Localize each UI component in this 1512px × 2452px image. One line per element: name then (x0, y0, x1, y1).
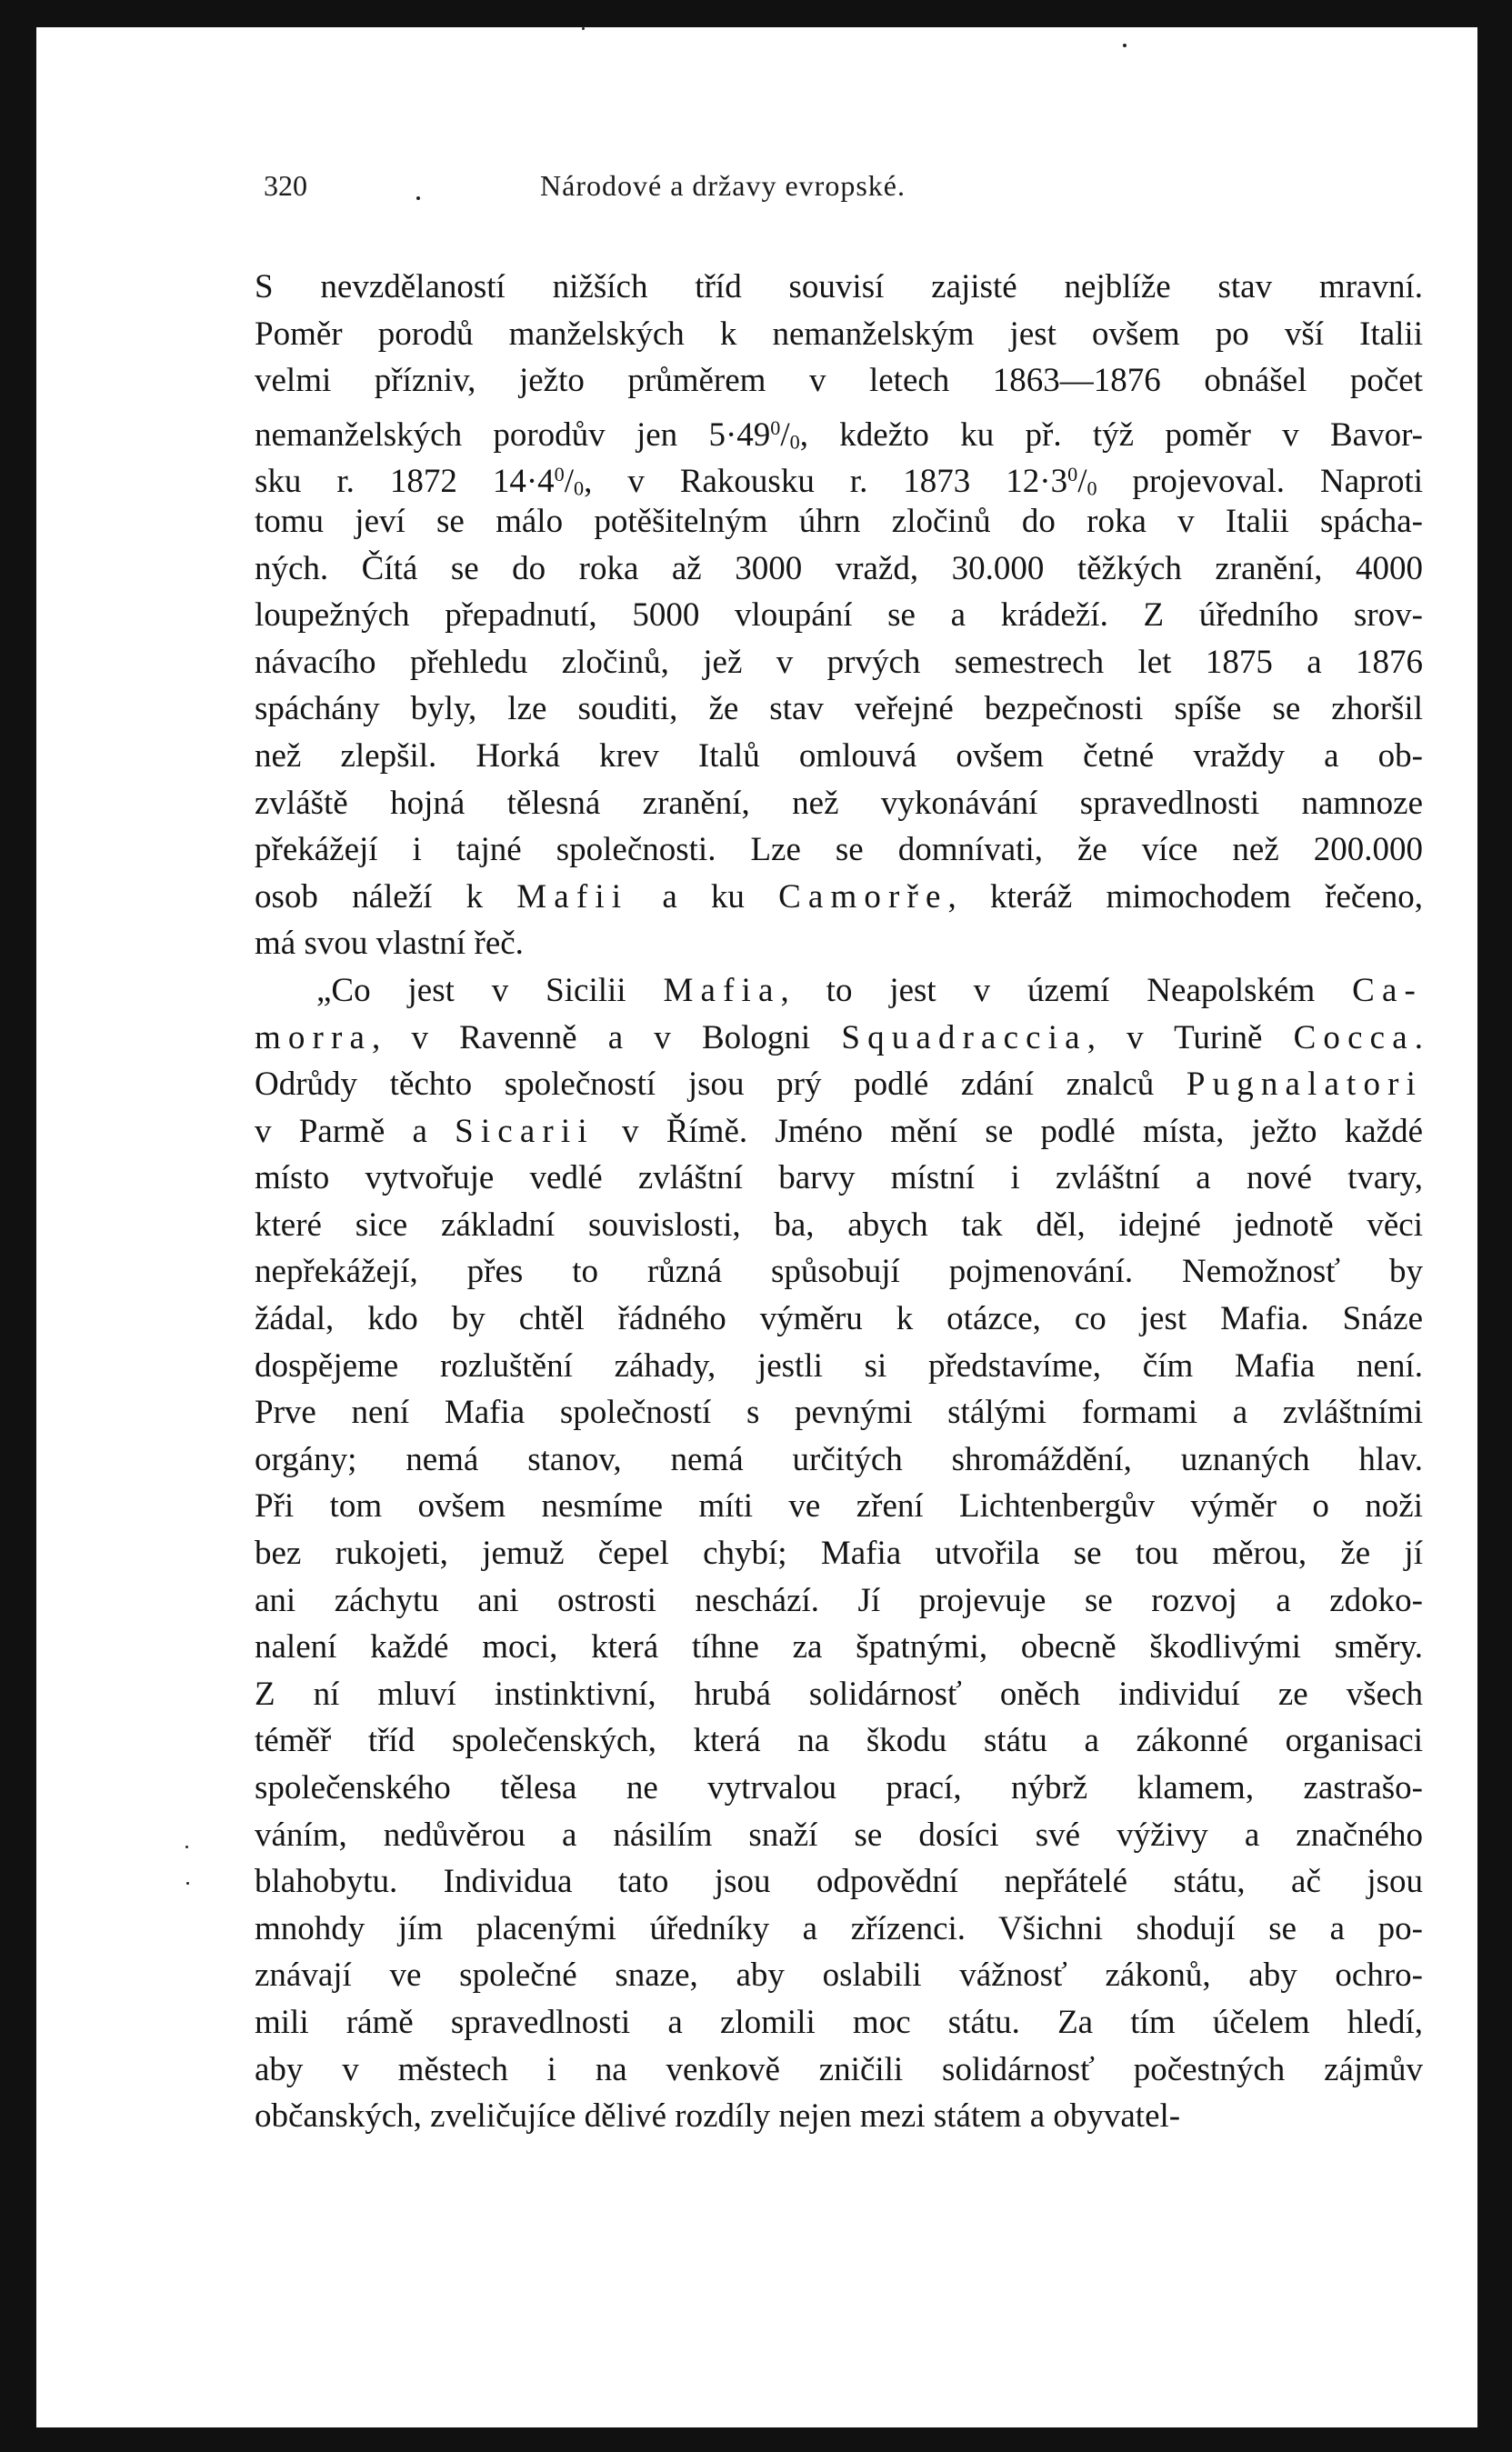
text-line (255, 733, 1423, 780)
text-run: Prve není Mafia společností s pevnými stálými formami a zvláštními (255, 1394, 1423, 1432)
text-line (255, 1999, 1423, 2047)
text-run: mili rámě spravedlnosti a zlomili moc státu. Za tím účelem hledí, (255, 2003, 1423, 2041)
text-run: . (1414, 1018, 1424, 1056)
running-title: Národové a državy evropské. (540, 169, 906, 202)
text-run: má svou vlastní řeč. (255, 925, 524, 963)
text-run: v Římě. Jméno mění se podlé místa, ježto každé (594, 1112, 1423, 1150)
spaced-name: Mafii (516, 877, 629, 916)
text-line (255, 1671, 1423, 1718)
text-run: , v Ravenně a v Bologni (372, 1018, 842, 1056)
text-line (255, 920, 1423, 967)
text-run: 0 (554, 463, 565, 486)
text-run: Odrůdy těchto společností jsou prý podlé zdání znalců (255, 1066, 1187, 1104)
text-line (255, 1248, 1423, 1296)
text-line (255, 1202, 1423, 1249)
text-line (255, 1483, 1423, 1530)
text-run: / (780, 415, 790, 454)
text-run: velmi přízniv, ježto průměrem v letech 1863—1876 obnášel počet (255, 362, 1423, 400)
spaced-name: Mafia (663, 971, 781, 1009)
text-line (255, 545, 1423, 593)
text-run: S nevzdělaností nižších tříd souvisí zajisté nejblíže stav mravní. (255, 268, 1423, 305)
spaced-name: Squadraccia (841, 1018, 1087, 1056)
text-line (255, 1343, 1423, 1390)
text-line (255, 357, 1423, 405)
text-run: nepřekážejí, přes to různá spůsobují pojmenování. Nemožnosť by (255, 1253, 1423, 1291)
text-line (255, 592, 1423, 639)
text-line (255, 967, 1423, 1015)
text-run: občanských, zveličujíce dělivé rozdíly nejen mezi státem a obyvatel- (255, 2097, 1181, 2136)
body-text (255, 264, 1423, 2140)
text-line (255, 311, 1423, 358)
text-line (255, 1296, 1423, 1343)
text-run: 0 (789, 430, 800, 454)
text-line (255, 498, 1423, 545)
text-run: žádal, kdo by chtěl řádného výměru k otázce, co jest Mafia. Snáze (255, 1300, 1423, 1338)
text-run: sku r. 1872 14·4 (255, 463, 555, 501)
text-run: , to jest v území Neapolském (780, 971, 1353, 1009)
text-run: , v Rakousku r. 1873 12·3 (584, 463, 1068, 501)
text-line (255, 451, 1424, 501)
text-line (255, 1015, 1423, 1062)
text-run: váním, nedůvěrou a násilím snaží se dosíci své výživy a značného (255, 1816, 1423, 1854)
text-run: dospějeme rozluštění záhady, jestli si představíme, čím Mafia není. (255, 1346, 1423, 1385)
text-line (255, 780, 1423, 827)
text-line (255, 1812, 1423, 1859)
text-line (255, 1906, 1423, 1953)
text-line (255, 405, 1423, 452)
text-run: „Co jest v Sicilii (316, 971, 664, 1009)
spaced-name: Ca- (1352, 971, 1423, 1009)
text-run: návacího přehledu zločinů, jež v prvých semestrech let 1875 a 1876 (255, 643, 1423, 681)
text-run: v Parmě a (255, 1112, 456, 1150)
spaced-name: Cocca (1293, 1018, 1415, 1056)
text-run: 0 (574, 476, 585, 500)
text-run: bez rukojeti, jemuž čepel chybí; Mafia utvořila se tou měrou, že jí (255, 1535, 1423, 1573)
spaced-name: Camorře (778, 877, 948, 916)
text-line (255, 1858, 1423, 1906)
text-line (255, 1389, 1423, 1436)
spaced-name: Sicarii (455, 1112, 595, 1150)
spaced-name: Pugnalatori (1186, 1066, 1423, 1104)
text-run: / (1077, 463, 1087, 501)
text-line (255, 2047, 1423, 2094)
text-run: osob náleží k (255, 877, 517, 916)
text-run: zvláště hojná tělesná zranění, než vykonávání spravedlnosti namnoze (255, 784, 1423, 822)
text-run: , v Turině (1086, 1018, 1294, 1056)
text-run: spáchány byly, lze souditi, že stav veřejné bezpečnosti spíše se zhoršil (255, 690, 1423, 728)
text-line (255, 264, 1423, 311)
text-run: společenského tělesa ne vytrvalou prací, nýbrž klamem, zastrašo- (255, 1769, 1423, 1806)
text-run: projevoval. Naproti (1096, 463, 1424, 501)
text-run: loupežných přepadnutí, 5000 vloupání se a krádeží. Z úředního srov- (255, 596, 1423, 635)
text-run: místo vytvořuje vedlé zvláštní barvy místní i zvláštní a nové tvary, (255, 1159, 1423, 1197)
text-line (255, 874, 1423, 921)
spaced-name: morra (255, 1018, 373, 1056)
page-number: 320 (264, 169, 307, 202)
page-header (264, 169, 1182, 209)
text-run: které sice základní souvislosti, ba, abych tak děl, idejné jednotě věci (255, 1206, 1423, 1244)
text-run: 0 (1067, 463, 1078, 486)
text-run: , kteráž mimochodem řečeno, (947, 877, 1423, 916)
text-line (255, 2093, 1423, 2140)
text-run: znávají ve společné snaze, aby oslabili vážnosť zákonů, aby ochro- (255, 1957, 1423, 1995)
text-run: aby v městech i na venkově zničili solidárnosť počestných zájmův (255, 2050, 1423, 2088)
text-run: ných. Čítá se do roka až 3000 vražd, 30.000 těžkých zranění, 4000 (255, 549, 1423, 587)
text-line (255, 1108, 1423, 1156)
text-run: ani záchytu ani ostrosti neschází. Jí projevuje se rozvoj a zdoko- (255, 1581, 1423, 1619)
text-line (255, 1765, 1423, 1812)
text-run: překážejí i tajné společnosti. Lze se domnívati, že více než 200.000 (255, 831, 1423, 869)
text-run: Při tom ovšem nesmíme míti ve zření Lichtenbergův výměr o noži (255, 1487, 1423, 1526)
text-run: mnohdy jím placenými úředníky a zřízenci. Všichni shodují se a po- (255, 1909, 1423, 1947)
text-line (255, 1061, 1423, 1108)
text-run: / (564, 463, 575, 501)
text-run: blahobytu. Individua tato jsou odpovědní nepřátelé státu, ač jsou (255, 1863, 1423, 1901)
text-run: a ku (628, 877, 779, 916)
text-run: Poměr porodů manželských k nemanželským jest ovšem po vší Italii (255, 315, 1423, 353)
text-line (255, 1717, 1423, 1765)
text-line (255, 1952, 1423, 1999)
text-run: orgány; nemá stanov, nemá určitých shromáždění, uznaných hlav. (255, 1440, 1423, 1478)
text-line (255, 639, 1423, 686)
text-line (255, 686, 1423, 733)
text-run: než zlepšil. Horká krev Italů omlouvá ovšem četné vraždy a ob- (255, 736, 1423, 775)
text-run: nemanželských porodův jen 5·49 (255, 415, 771, 454)
text-run: téměř tříd společenských, která na škodu státu a zákonné organisaci (255, 1722, 1423, 1760)
text-run: 0 (770, 415, 781, 439)
text-run: tomu jeví se málo potěšitelným úhrn zločinů do roka v Italii spácha- (255, 502, 1423, 540)
text-run: 0 (1086, 476, 1097, 500)
text-run: , kdežto ku př. týž poměr v Bavor- (799, 415, 1423, 454)
text-line (255, 1530, 1423, 1577)
text-line (255, 1436, 1423, 1484)
text-line (255, 826, 1423, 874)
text-line (255, 1155, 1423, 1202)
text-run: Z ní mluví instinktivní, hrubá solidárnosť oněch individuí ze všech (255, 1675, 1423, 1713)
text-run: nalení každé moci, která tíhne za špatnými, obecně škodlivými směry. (255, 1628, 1423, 1666)
text-line (255, 1577, 1423, 1625)
text-line (255, 1624, 1423, 1671)
